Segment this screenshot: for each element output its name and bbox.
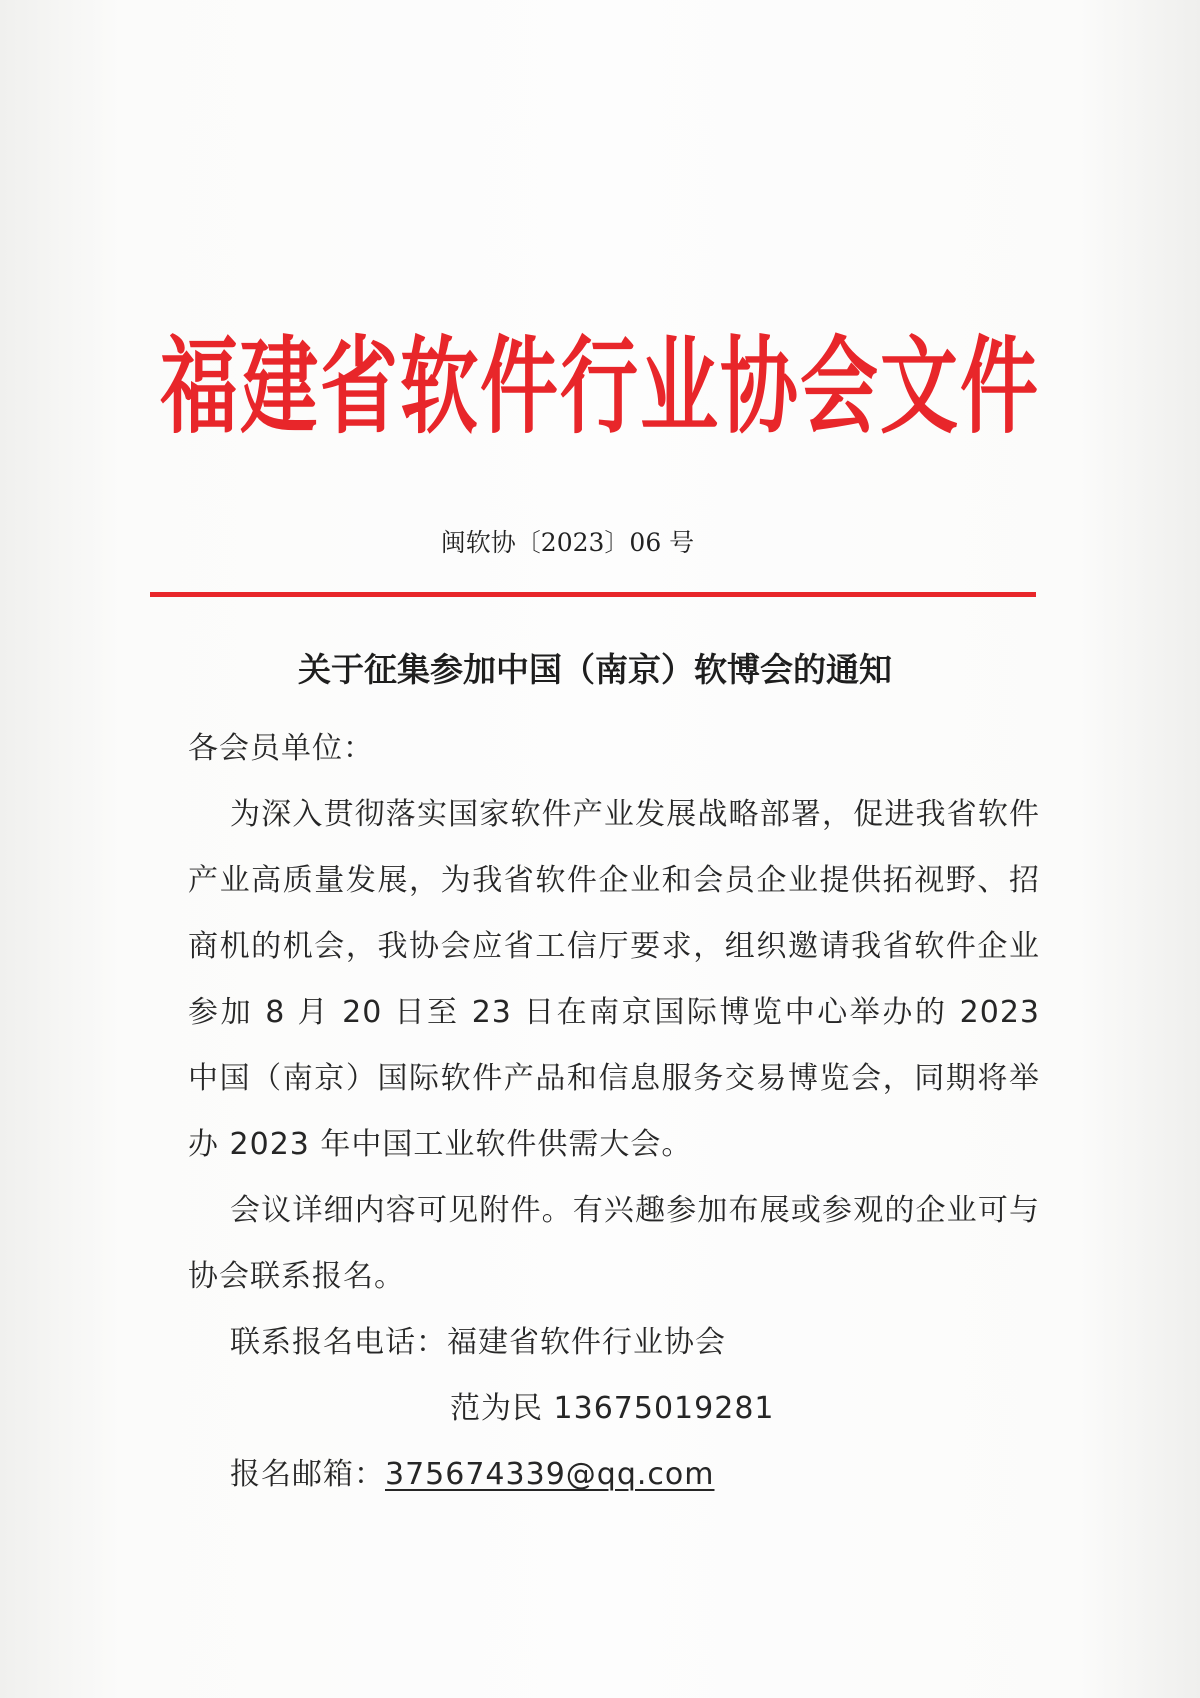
red-divider-line <box>150 592 1036 597</box>
contact-phone-line <box>188 1310 1040 1376</box>
contact-person: 范为民 13675019281 <box>450 1391 775 1426</box>
salutation: 各会员单位： <box>188 731 374 766</box>
contact-label: 联系报名电话： <box>230 1325 447 1360</box>
notice-title: 关于征集参加中国（南京）软博会的通知 <box>298 650 892 689</box>
notice-body <box>188 716 1040 1508</box>
contact-organization: 福建省软件行业协会 <box>447 1325 726 1360</box>
document-masthead: 福建省软件行业协会文件 <box>160 325 1041 449</box>
email-label: 报名邮箱： <box>230 1457 385 1492</box>
paragraph-main: 为深入贯彻落实国家软件产业发展战略部署，促进我省软件产业高质量发展，为我省软件企业和会员企业提供拓视野、招商机的机会，我协会应省工信厅要求，组织邀请我省软件企业参加 8 月 20 日至 23 日在南京国际博览中心举办的 2023 中国（南京）国际软件产品和信息服务交易博览会，同期将举办 2023 年中国工业软件供需大会。 <box>188 797 1040 1162</box>
paragraph-details: 会议详细内容可见附件。有兴趣参加布展或参观的企业可与协会联系报名。 <box>188 1193 1040 1294</box>
document-number: 闽软协〔2023〕06 号 <box>440 528 695 557</box>
email-line <box>188 1442 1040 1508</box>
email-link[interactable]: 375674339@qq.com <box>385 1457 715 1492</box>
